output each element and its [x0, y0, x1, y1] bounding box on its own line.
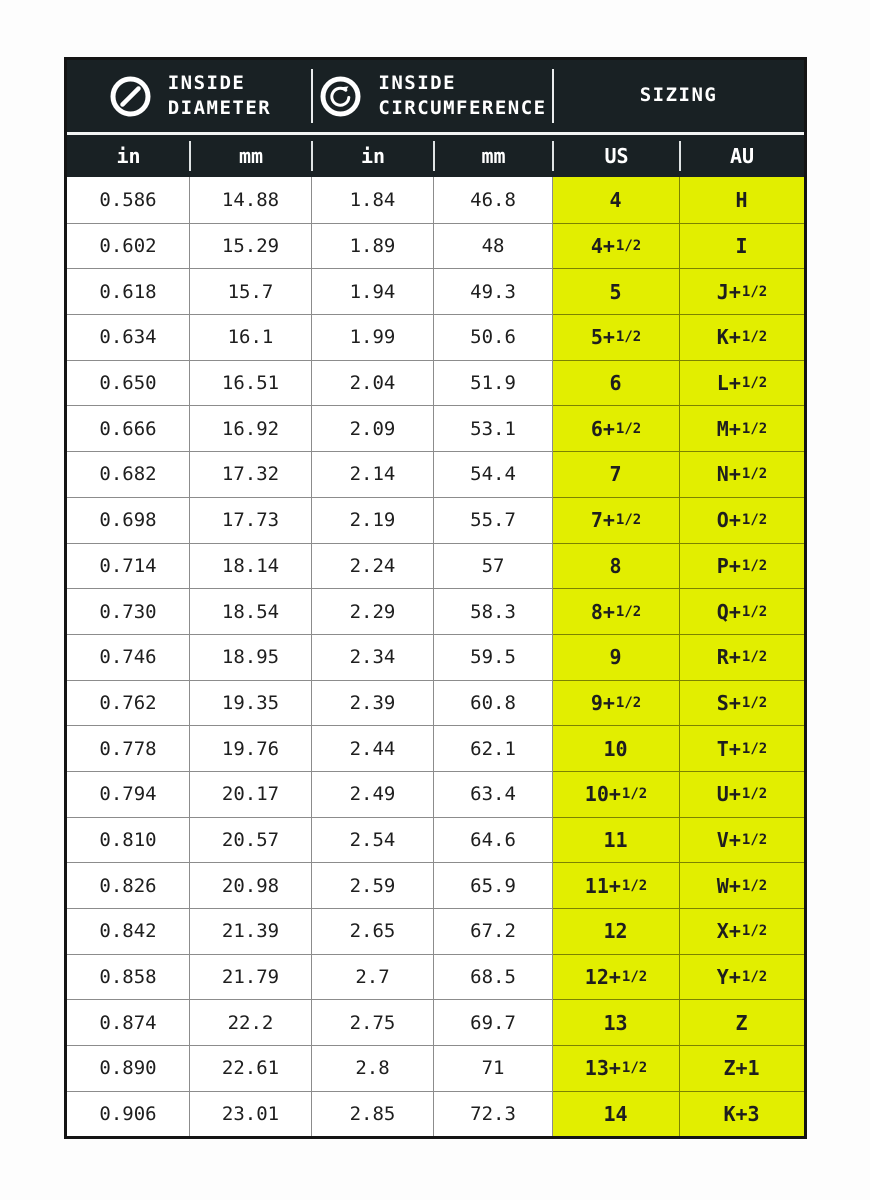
- size-us-main: 11+: [584, 873, 621, 898]
- size-au-fraction: 1/2: [741, 283, 768, 300]
- size-au-main: K+: [716, 325, 741, 350]
- size-au-main: O+: [716, 508, 741, 533]
- table-row: [67, 223, 804, 269]
- cell-circumference-in: 1.89: [312, 223, 434, 269]
- cell-size-us: [553, 954, 680, 1000]
- table-row: [67, 771, 804, 817]
- cell-diameter-in: 0.634: [67, 314, 190, 360]
- diameter-icon: [108, 74, 153, 119]
- size-us-main: 14: [603, 1102, 628, 1127]
- table-row: [67, 725, 804, 771]
- cell-diameter-mm: 16.51: [190, 360, 312, 406]
- size-au-main: W+: [716, 873, 741, 898]
- header-line2: CIRCUMFERENCE: [378, 97, 547, 119]
- cell-size-us: [553, 588, 680, 634]
- cell-size-us: [553, 908, 680, 954]
- size-au-main: L+: [716, 371, 741, 396]
- cell-size-au: [680, 1045, 804, 1091]
- size-us-main: 6+: [590, 416, 615, 441]
- cell-diameter-mm: 15.29: [190, 223, 312, 269]
- cell-circumference-in: 2.8: [312, 1045, 434, 1091]
- size-us-main: 7+: [590, 508, 615, 533]
- size-us-fraction: 1/2: [615, 329, 642, 346]
- cell-size-us: [553, 405, 680, 451]
- cell-size-us: [553, 497, 680, 543]
- cell-size-us: [553, 314, 680, 360]
- table-row: [67, 817, 804, 863]
- size-au-main: Y+: [716, 965, 741, 990]
- cell-diameter-mm: 22.2: [190, 999, 312, 1045]
- cell-size-us: [553, 268, 680, 314]
- cell-size-us: [553, 360, 680, 406]
- cell-size-au: [680, 1091, 804, 1137]
- cell-circumference-in: 2.59: [312, 862, 434, 908]
- table-row: [67, 268, 804, 314]
- table-row: [67, 314, 804, 360]
- table-row: [67, 680, 804, 726]
- cell-circumference-mm: 49.3: [434, 268, 553, 314]
- cell-circumference-in: 2.54: [312, 817, 434, 863]
- cell-diameter-in: 0.794: [67, 771, 190, 817]
- table-row: [67, 360, 804, 406]
- cell-diameter-in: 0.746: [67, 634, 190, 680]
- cell-circumference-mm: 71: [434, 1045, 553, 1091]
- cell-diameter-mm: 20.98: [190, 862, 312, 908]
- cell-circumference-mm: 72.3: [434, 1091, 553, 1137]
- cell-circumference-in: 2.44: [312, 725, 434, 771]
- cell-diameter-mm: 18.14: [190, 543, 312, 589]
- cell-diameter-in: 0.650: [67, 360, 190, 406]
- size-au-fraction: 1/2: [741, 786, 768, 803]
- size-au-main: N+: [716, 462, 741, 487]
- size-us-main: 12+: [584, 965, 621, 990]
- cell-circumference-in: 1.84: [312, 177, 434, 223]
- cell-size-au: [680, 999, 804, 1045]
- cell-circumference-in: 1.94: [312, 268, 434, 314]
- cell-size-au: [680, 680, 804, 726]
- header-label-inside-diameter: [168, 71, 272, 121]
- size-us-main: 6: [609, 371, 622, 396]
- cell-size-us: [553, 817, 680, 863]
- header-group-sizing: [553, 60, 804, 132]
- size-us-fraction: 1/2: [615, 694, 642, 711]
- cell-size-au: [680, 497, 804, 543]
- cell-size-au: [680, 314, 804, 360]
- header-label-sizing: SIZING: [639, 84, 718, 107]
- title-row: [67, 60, 804, 132]
- table-row: [67, 497, 804, 543]
- size-au-main: S+: [716, 690, 741, 715]
- cell-circumference-in: 2.49: [312, 771, 434, 817]
- cell-size-us: [553, 543, 680, 589]
- size-us-main: 9: [609, 645, 622, 670]
- cell-diameter-in: 0.714: [67, 543, 190, 589]
- cell-size-au: [680, 634, 804, 680]
- table-row: [67, 862, 804, 908]
- size-us-main: 10+: [584, 782, 621, 807]
- cell-diameter-in: 0.730: [67, 588, 190, 634]
- cell-diameter-in: 0.906: [67, 1091, 190, 1137]
- size-au-fraction: 1/2: [741, 923, 768, 940]
- size-us-fraction: 1/2: [621, 969, 648, 986]
- size-us-fraction: 1/2: [621, 877, 648, 894]
- cell-diameter-mm: 16.1: [190, 314, 312, 360]
- cell-diameter-in: 0.602: [67, 223, 190, 269]
- cell-circumference-in: 2.14: [312, 451, 434, 497]
- size-au-fraction: 1/2: [741, 649, 768, 666]
- size-us-main: 9+: [590, 690, 615, 715]
- cell-diameter-mm: 14.88: [190, 177, 312, 223]
- size-au-main: I: [735, 234, 748, 259]
- cell-diameter-mm: 20.57: [190, 817, 312, 863]
- cell-circumference-in: 2.29: [312, 588, 434, 634]
- header-line1: INSIDE: [167, 71, 246, 94]
- cell-size-us: [553, 451, 680, 497]
- size-au-fraction: 1/2: [741, 969, 768, 986]
- cell-diameter-mm: 19.76: [190, 725, 312, 771]
- size-au-fraction: 1/2: [741, 329, 768, 346]
- cell-diameter-mm: 15.7: [190, 268, 312, 314]
- header-group-inside-circumference: [312, 60, 553, 132]
- table-row: [67, 451, 804, 497]
- cell-circumference-mm: 68.5: [434, 954, 553, 1000]
- cell-size-au: [680, 771, 804, 817]
- cell-diameter-mm: 17.32: [190, 451, 312, 497]
- cell-size-au: [680, 725, 804, 771]
- size-au-fraction: 1/2: [741, 740, 768, 757]
- cell-size-au: [680, 405, 804, 451]
- cell-diameter-mm: 22.61: [190, 1045, 312, 1091]
- cell-size-us: [553, 177, 680, 223]
- size-us-fraction: 1/2: [615, 420, 642, 437]
- cell-diameter-in: 0.858: [67, 954, 190, 1000]
- cell-size-au: [680, 451, 804, 497]
- cell-size-au: [680, 268, 804, 314]
- size-au-main: H: [735, 187, 748, 212]
- ring-size-chart: [64, 57, 807, 1139]
- cell-size-us: [553, 862, 680, 908]
- units-row: [67, 135, 804, 177]
- cell-size-us: [553, 999, 680, 1045]
- table-head: [67, 60, 804, 177]
- header-line2: DIAMETER: [167, 97, 272, 119]
- cell-diameter-in: 0.890: [67, 1045, 190, 1091]
- cell-diameter-mm: 19.35: [190, 680, 312, 726]
- cell-circumference-mm: 57: [434, 543, 553, 589]
- unit-header-cell: mm: [190, 135, 312, 177]
- cell-circumference-in: 2.24: [312, 543, 434, 589]
- unit-header-cell: mm: [434, 135, 553, 177]
- cell-diameter-mm: 21.79: [190, 954, 312, 1000]
- table-row: [67, 405, 804, 451]
- size-us-main: 8+: [590, 599, 615, 624]
- cell-size-au: [680, 588, 804, 634]
- table-row: [67, 908, 804, 954]
- cell-circumference-in: 2.85: [312, 1091, 434, 1137]
- size-au-fraction: 1/2: [741, 420, 768, 437]
- cell-diameter-mm: 23.01: [190, 1091, 312, 1137]
- header-label-inside-circumference: [378, 71, 546, 121]
- size-us-main: 12: [603, 919, 628, 944]
- size-us-main: 13+: [584, 1056, 621, 1081]
- cell-size-us: [553, 680, 680, 726]
- size-us-main: 7: [609, 462, 622, 487]
- cell-circumference-mm: 50.6: [434, 314, 553, 360]
- cell-size-au: [680, 360, 804, 406]
- size-au-main: J+: [716, 279, 741, 304]
- size-au-main: Z+1: [723, 1056, 760, 1081]
- size-us-fraction: 1/2: [621, 786, 648, 803]
- unit-header-cell: AU: [729, 144, 755, 168]
- table-body: [67, 177, 804, 1136]
- cell-diameter-mm: 16.92: [190, 405, 312, 451]
- size-us-main: 11: [603, 827, 628, 852]
- unit-header-cell: US: [553, 135, 680, 177]
- size-us-main: 13: [603, 1010, 628, 1035]
- cell-circumference-mm: 64.6: [434, 817, 553, 863]
- cell-size-us: [553, 1091, 680, 1137]
- size-us-fraction: 1/2: [621, 1060, 648, 1077]
- unit-header-cell: in: [312, 135, 434, 177]
- cell-diameter-in: 0.666: [67, 405, 190, 451]
- size-au-fraction: 1/2: [741, 831, 768, 848]
- size-au-main: Z: [735, 1010, 748, 1035]
- size-us-fraction: 1/2: [615, 238, 642, 255]
- size-au-main: T+: [716, 736, 741, 761]
- cell-diameter-in: 0.586: [67, 177, 190, 223]
- table-row: [67, 588, 804, 634]
- table-row: [67, 1045, 804, 1091]
- size-us-main: 5+: [590, 325, 615, 350]
- table-row: [67, 543, 804, 589]
- size-au-fraction: 1/2: [741, 375, 768, 392]
- size-us-main: 4: [609, 187, 622, 212]
- table-row: [67, 177, 804, 223]
- cell-size-au: [680, 862, 804, 908]
- size-us-fraction: 1/2: [615, 603, 642, 620]
- cell-size-au: [680, 817, 804, 863]
- header-line1: INSIDE: [378, 71, 457, 94]
- size-au-main: U+: [716, 782, 741, 807]
- size-au-main: V+: [716, 827, 741, 852]
- table-row: [67, 954, 804, 1000]
- cell-diameter-mm: 18.95: [190, 634, 312, 680]
- cell-diameter-mm: 20.17: [190, 771, 312, 817]
- cell-circumference-in: 2.7: [312, 954, 434, 1000]
- size-au-main: X+: [716, 919, 741, 944]
- cell-size-au: [680, 908, 804, 954]
- header-group-inside-diameter: [67, 60, 312, 132]
- size-au-fraction: 1/2: [741, 603, 768, 620]
- cell-circumference-in: 2.19: [312, 497, 434, 543]
- size-au-main: Q+: [716, 599, 741, 624]
- table-row: [67, 1091, 804, 1137]
- cell-diameter-in: 0.842: [67, 908, 190, 954]
- cell-circumference-mm: 55.7: [434, 497, 553, 543]
- size-au-fraction: 1/2: [741, 557, 768, 574]
- cell-circumference-mm: 62.1: [434, 725, 553, 771]
- size-us-main: 10: [603, 736, 628, 761]
- cell-diameter-in: 0.826: [67, 862, 190, 908]
- cell-circumference-mm: 69.7: [434, 999, 553, 1045]
- cell-size-us: [553, 771, 680, 817]
- cell-circumference-mm: 46.8: [434, 177, 553, 223]
- size-au-fraction: 1/2: [741, 466, 768, 483]
- size-au-fraction: 1/2: [741, 512, 768, 529]
- size-us-main: 4+: [590, 234, 615, 259]
- cell-diameter-in: 0.810: [67, 817, 190, 863]
- size-au-main: M+: [716, 416, 741, 441]
- cell-diameter-in: 0.618: [67, 268, 190, 314]
- cell-size-au: [680, 543, 804, 589]
- cell-size-au: [680, 954, 804, 1000]
- cell-circumference-mm: 54.4: [434, 451, 553, 497]
- cell-diameter-in: 0.762: [67, 680, 190, 726]
- cell-circumference-in: 2.04: [312, 360, 434, 406]
- cell-diameter-in: 0.698: [67, 497, 190, 543]
- cell-size-us: [553, 1045, 680, 1091]
- cell-circumference-mm: 65.9: [434, 862, 553, 908]
- cell-circumference-in: 2.65: [312, 908, 434, 954]
- unit-header-cell: in: [67, 135, 190, 177]
- cell-diameter-mm: 21.39: [190, 908, 312, 954]
- cell-circumference-in: 1.99: [312, 314, 434, 360]
- size-us-main: 8: [609, 553, 622, 578]
- cell-diameter-mm: 17.73: [190, 497, 312, 543]
- cell-circumference-in: 2.75: [312, 999, 434, 1045]
- cell-diameter-in: 0.682: [67, 451, 190, 497]
- cell-size-au: [680, 177, 804, 223]
- size-us-main: 5: [609, 279, 622, 304]
- size-au-fraction: 1/2: [741, 694, 768, 711]
- size-au-main: K+3: [723, 1102, 760, 1127]
- table-row: [67, 634, 804, 680]
- cell-size-us: [553, 223, 680, 269]
- size-au-main: P+: [716, 553, 741, 578]
- cell-circumference-in: 2.39: [312, 680, 434, 726]
- cell-size-us: [553, 725, 680, 771]
- cell-diameter-in: 0.778: [67, 725, 190, 771]
- cell-circumference-in: 2.34: [312, 634, 434, 680]
- cell-size-au: [680, 223, 804, 269]
- cell-diameter-in: 0.874: [67, 999, 190, 1045]
- size-au-fraction: 1/2: [741, 877, 768, 894]
- cell-size-us: [553, 634, 680, 680]
- circumference-icon: [318, 74, 363, 119]
- table-row: [67, 999, 804, 1045]
- cell-circumference-mm: 58.3: [434, 588, 553, 634]
- cell-circumference-mm: 60.8: [434, 680, 553, 726]
- size-us-fraction: 1/2: [615, 512, 642, 529]
- cell-diameter-mm: 18.54: [190, 588, 312, 634]
- cell-circumference-mm: 48: [434, 223, 553, 269]
- cell-circumference-mm: 51.9: [434, 360, 553, 406]
- cell-circumference-mm: 63.4: [434, 771, 553, 817]
- cell-circumference-in: 2.09: [312, 405, 434, 451]
- cell-circumference-mm: 67.2: [434, 908, 553, 954]
- cell-circumference-mm: 53.1: [434, 405, 553, 451]
- size-au-main: R+: [716, 645, 741, 670]
- cell-circumference-mm: 59.5: [434, 634, 553, 680]
